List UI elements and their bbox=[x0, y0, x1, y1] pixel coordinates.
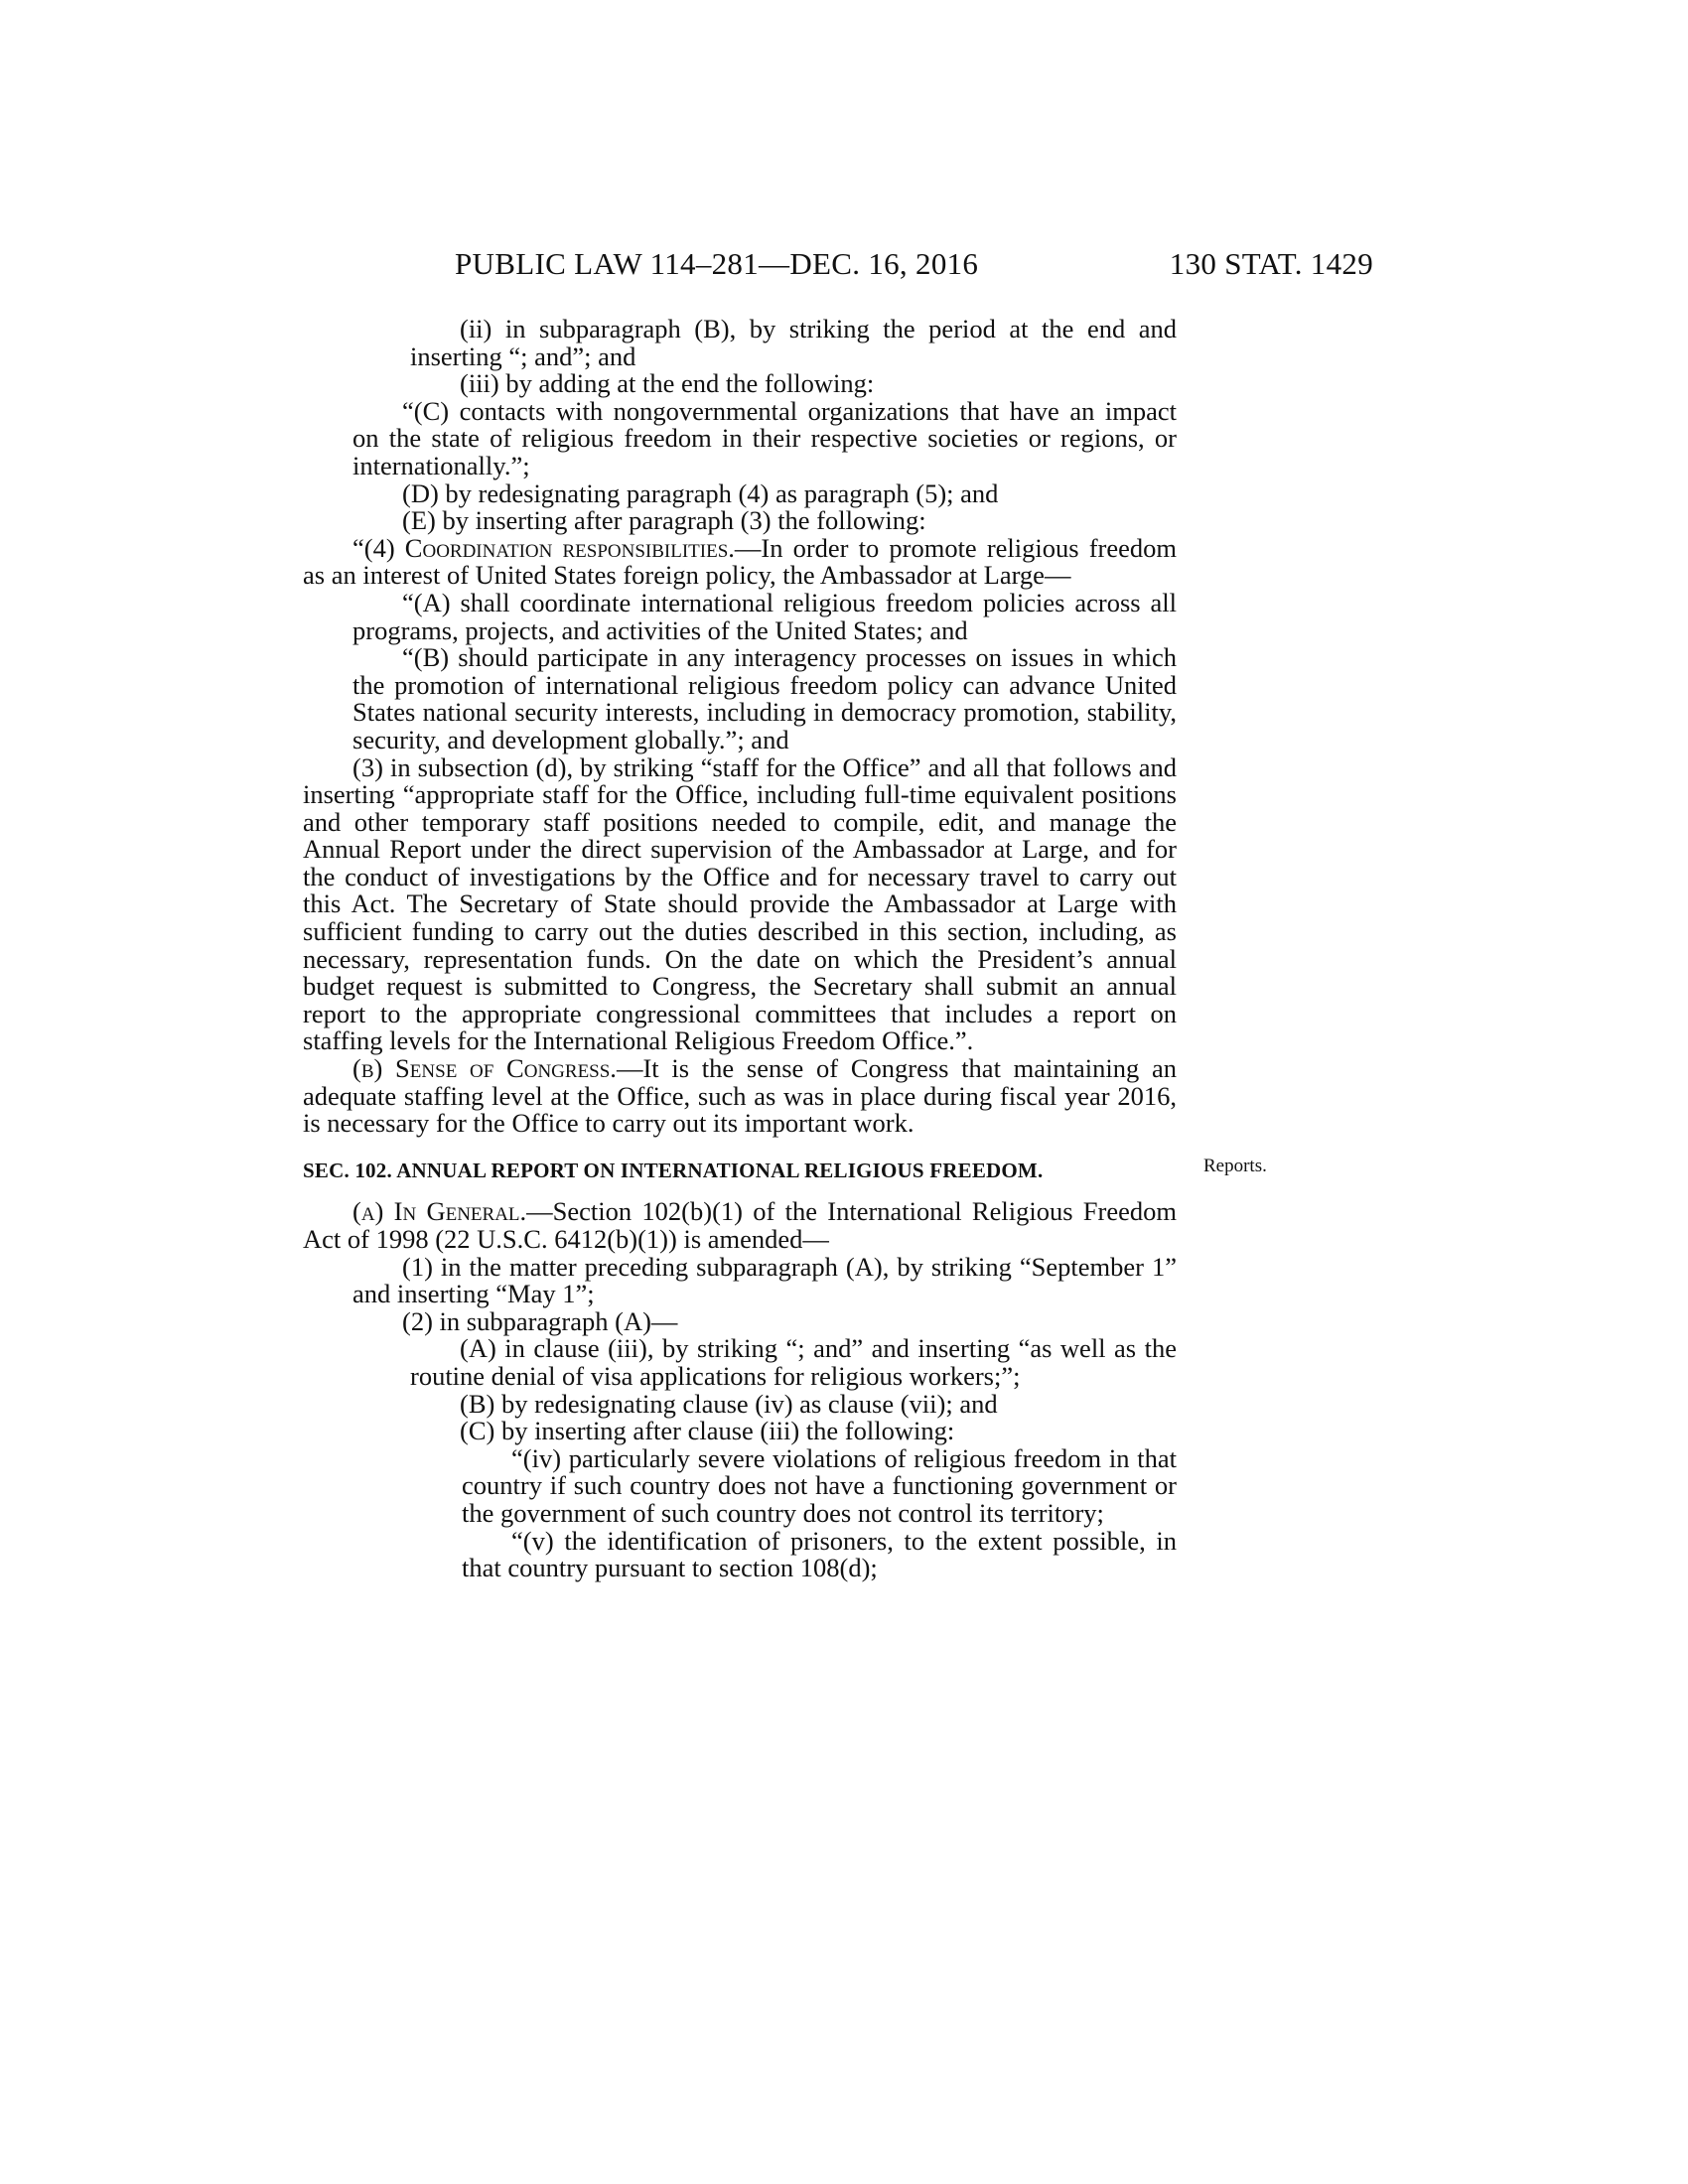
paragraph: “(A) shall coordinate international religious freedom policies across all programs, projects, and activities of the United States; and bbox=[352, 587, 1177, 645]
paragraph: (3) in subsection (d), by striking “staff for the Office” and all that follows and inserting “appropriate staff for the Office, including full-time equivalent positions and other temporary staff positions needed to compile, edit, and manage the Annual Report under the direct supervision of the Ambassador at Large, and for the conduct of investigations by the Office and for necessary travel to carry out this Act. The Secretary of State should provide the Ambassador at Large with sufficient funding to carry out the duties described in this section, including, as necessary, representation funds. On the date on which the President’s annual budget request is submitted to Congress, the Secretary shall submit an annual report to the appropriate congressional committees that includes a report on staffing levels for the International Religious Freedom Office.”. bbox=[303, 751, 1177, 1056]
paragraph-caption: (a) In General. bbox=[352, 1196, 527, 1227]
paragraph: (2) in subparagraph (A)— bbox=[402, 1305, 678, 1336]
paragraph-text: —Section 102(b)(1) of the International Religious Freedom Act of 1998 (22 U.S.C. 6412(b)(1)) is amended— bbox=[303, 1196, 1177, 1254]
paragraph: (ii) in subparagraph (B), by striking the period at the end and inserting “; and”; and bbox=[410, 314, 1177, 371]
paragraph-caption: (b) Sense of Congress. bbox=[352, 1053, 617, 1084]
paragraph: (A) in clause (iii), by striking “; and” and inserting “as well as the routine denial of visa applications for religious workers;”; bbox=[410, 1333, 1177, 1391]
paragraph: (B) by redesignating clause (iv) as clause (vii); and bbox=[460, 1388, 998, 1419]
document-body bbox=[303, 316, 1177, 1582]
paragraph: (D) by redesignating paragraph (4) as paragraph (5); and bbox=[402, 478, 999, 508]
margin-note-reports: Reports. bbox=[1203, 1156, 1267, 1176]
paragraph: (E) by inserting after paragraph (3) the following: bbox=[402, 505, 926, 536]
paragraph-caption: “(4) Coordination responsibilities. bbox=[352, 532, 735, 563]
paragraph: “(B) should participate in any interagency processes on issues in which the promotion of international religious freedom policy can advance United States national security interests, including in democracy promotion, stability, security, and development globally.”; and bbox=[352, 642, 1177, 754]
paragraph-text: —It is the sense of Congress that maintaining an adequate staffing level at the Office, such as was in place during fiscal year 2016, is necessary for the Office to carry out its important work. bbox=[303, 1053, 1177, 1139]
header-stat-page: 130 STAT. 1429 bbox=[1169, 246, 1373, 281]
paragraph: (1) in the matter preceding subparagraph (A), by striking “September 1” and inserting “May 1”; bbox=[352, 1251, 1177, 1309]
header-public-law: PUBLIC LAW 114–281—DEC. 16, 2016 bbox=[455, 246, 979, 281]
section-heading: SEC. 102. ANNUAL REPORT ON INTERNATIONAL RELIGIOUS FREEDOM. bbox=[303, 1158, 1044, 1182]
paragraph bbox=[303, 1198, 1177, 1253]
paragraph-text: —In order to promote religious freedom as an interest of United States foreign policy, the Ambassador at Large— bbox=[303, 532, 1177, 591]
paragraph: (iii) by adding at the end the following: bbox=[460, 368, 875, 399]
running-header bbox=[455, 246, 1373, 286]
paragraph: “(v) the identification of prisoners, to the extent possible, in that country pursuant to section 108(d); bbox=[462, 1525, 1177, 1583]
paragraph bbox=[303, 1055, 1177, 1138]
paragraph: (C) by inserting after clause (iii) the following: bbox=[460, 1416, 955, 1446]
paragraph: “(iv) particularly severe violations of religious freedom in that country if such country does not have a functioning government or the government of such country does not control its territory; bbox=[462, 1442, 1177, 1528]
paragraph bbox=[303, 532, 1177, 591]
paragraph: “(C) contacts with nongovernmental organizations that have an impact on the state of religious freedom in their respective societies or regions, or internationally.”; bbox=[352, 395, 1177, 480]
